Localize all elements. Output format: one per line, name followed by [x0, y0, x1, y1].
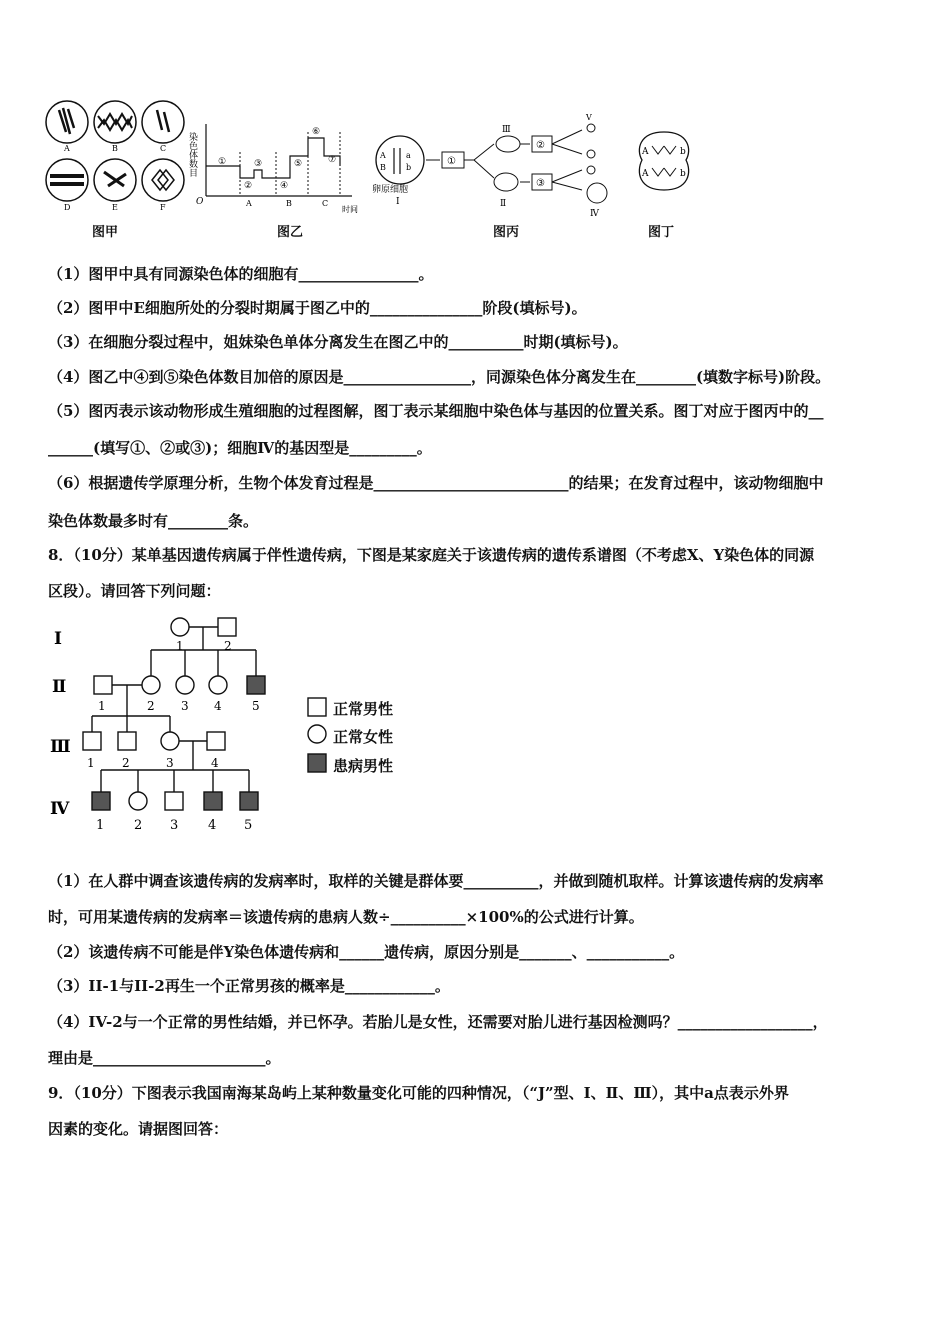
cell-f: [142, 159, 184, 201]
svg-text:⑥: ⑥: [312, 127, 321, 137]
svg-text:2: 2: [122, 756, 130, 770]
svg-text:b: b: [680, 147, 686, 157]
q7-line-3: （3）在细胞分裂过程中，姐妹染色单体分离发生在图乙中的__________时期(填标号)。: [48, 333, 628, 351]
svg-text:B: B: [380, 163, 386, 172]
q8-line-2: 区段）。请回答下列问题：: [48, 582, 221, 600]
q8-answer-1b: 时，可用某遗传病的发病率＝该遗传病的患病人数÷__________×100%的公式进行计算。: [48, 908, 644, 926]
q7-line-6b: 染色体数最多时有________条。: [48, 512, 259, 530]
q7-line-6a: （6）根据遗传学原理分析，生物个体发育过程是__________________________的结果；在发育过程中，该动物细胞中: [48, 474, 824, 492]
legend-normal-female: 正常女性: [333, 728, 394, 746]
q9-line-1: 9．（10分）下图表示我国南海某岛屿上某种数量变化可能的四种情况，（“J”型、Ⅰ、Ⅱ、Ⅲ），其中a点表示外界: [48, 1084, 789, 1102]
svg-text:①: ①: [218, 157, 227, 167]
svg-text:A: A: [246, 199, 252, 208]
pedigree-chart: [48, 610, 288, 840]
figure-ding: [634, 128, 694, 194]
gen-label-4: Ⅳ: [50, 799, 70, 819]
caption-jia: 图甲: [92, 225, 119, 240]
caption-yi: 图乙: [277, 225, 304, 240]
gen-label-1: Ⅰ: [54, 629, 62, 649]
q7-line-2: （2）图甲中E细胞所处的分裂时期属于图乙中的_______________阶段(填标号)。: [48, 299, 587, 317]
svg-text:④: ④: [280, 181, 289, 191]
svg-text:A: A: [64, 144, 70, 153]
svg-text:染色体数目: 染色体数目: [187, 132, 197, 177]
svg-text:4: 4: [214, 699, 222, 713]
svg-text:E: E: [112, 203, 118, 212]
svg-text:②: ②: [536, 140, 545, 151]
cell-c: [142, 101, 184, 143]
figure-bing: [370, 108, 622, 223]
gen-label-2: Ⅱ: [52, 677, 67, 697]
svg-text:1: 1: [87, 756, 95, 770]
cell-a: [46, 101, 88, 143]
svg-text:1: 1: [176, 639, 184, 653]
svg-text:F: F: [160, 203, 166, 212]
svg-text:3: 3: [181, 699, 189, 713]
svg-text:时间: 时间: [342, 205, 358, 214]
svg-text:⑦: ⑦: [328, 155, 337, 165]
svg-text:Ⅳ: Ⅳ: [590, 209, 599, 219]
cell-e: [94, 159, 136, 201]
svg-text:Ⅱ: Ⅱ: [500, 199, 507, 209]
caption-bing: 图丙: [493, 225, 520, 240]
svg-text:Ⅴ: Ⅴ: [586, 113, 592, 122]
svg-text:Ⅲ: Ⅲ: [502, 125, 511, 135]
svg-text:4: 4: [211, 756, 219, 770]
q8-answer-1a: （1）在人群中调查该遗传病的发病率时，取样的关键是群体要__________，并做到随机取样。计算该遗传病的发病率: [48, 872, 824, 890]
svg-text:Ⅰ: Ⅰ: [396, 197, 400, 207]
q8-line-1: 8．（10分）某单基因遗传病属于伴性遗传病，下图是某家庭关于该遗传病的遗传系谱图（不考虑X、Y染色体的同源: [48, 546, 815, 564]
legend-affected-male: 患病男性: [333, 757, 394, 775]
q7-line-5a: （5）图丙表示该动物形成生殖细胞的过程图解，图丁表示某细胞中染色体与基因的位置关系。图丁对应于图丙中的__: [48, 402, 824, 420]
svg-text:③: ③: [254, 159, 263, 169]
svg-text:b: b: [406, 163, 412, 172]
gen-label-3: Ⅲ: [50, 737, 71, 757]
q7-line-4: （4）图乙中④到⑤染色体数目加倍的原因是_________________，同源染色体分离发生在________(填数字标号)阶段。: [48, 368, 831, 386]
cell-b: [94, 101, 136, 143]
svg-text:C: C: [160, 144, 167, 153]
q7-line-5b: ______(填写①、②或③)；细胞Ⅳ的基因型是_________。: [48, 439, 432, 457]
svg-text:3: 3: [166, 756, 174, 770]
svg-text:a: a: [406, 151, 411, 160]
caption-ding: 图丁: [648, 225, 675, 240]
svg-text:A: A: [380, 151, 386, 160]
svg-text:A: A: [642, 147, 649, 157]
svg-text:2: 2: [134, 818, 143, 833]
q8-answer-2: （2）该遗传病不可能是伴Y染色体遗传病和______遗传病，原因分别是_______、___________。: [48, 943, 685, 961]
svg-text:2: 2: [224, 639, 232, 653]
svg-text:B: B: [112, 144, 118, 153]
svg-text:⑤: ⑤: [294, 159, 303, 169]
svg-text:D: D: [64, 203, 71, 212]
figure-yi: [187, 122, 370, 222]
svg-text:5: 5: [244, 818, 253, 833]
q8-answer-4b: 理由是_______________________。: [48, 1049, 281, 1067]
svg-text:2: 2: [147, 699, 155, 713]
svg-text:卵原细胞: 卵原细胞: [372, 185, 409, 195]
figure-jia: [44, 100, 188, 220]
svg-text:3: 3: [170, 818, 179, 833]
svg-text:1: 1: [96, 818, 105, 833]
svg-text:5: 5: [252, 699, 260, 713]
svg-text:①: ①: [447, 156, 456, 167]
svg-text:4: 4: [208, 818, 217, 833]
svg-text:③: ③: [536, 178, 545, 189]
q7-line-1: （1）图甲中具有同源染色体的细胞有________________。: [48, 265, 434, 283]
svg-text:1: 1: [98, 699, 106, 713]
svg-text:B: B: [286, 199, 292, 208]
q8-answer-3: （3）II-1与II-2再生一个正常男孩的概率是____________。: [48, 977, 450, 995]
svg-text:C: C: [322, 199, 329, 208]
cell-d: [46, 159, 88, 201]
legend-normal-male: 正常男性: [333, 700, 394, 718]
svg-text:②: ②: [244, 181, 253, 191]
q9-line-2: 因素的变化。请据图回答：: [48, 1120, 229, 1138]
svg-text:O: O: [196, 197, 204, 207]
svg-text:b: b: [680, 169, 686, 179]
svg-text:A: A: [642, 169, 649, 179]
q8-answer-4a: （4）IV-2与一个正常的男性结婚，并已怀孕。若胎儿是女性，还需要对胎儿进行基因检测吗？__________________，: [48, 1013, 828, 1031]
